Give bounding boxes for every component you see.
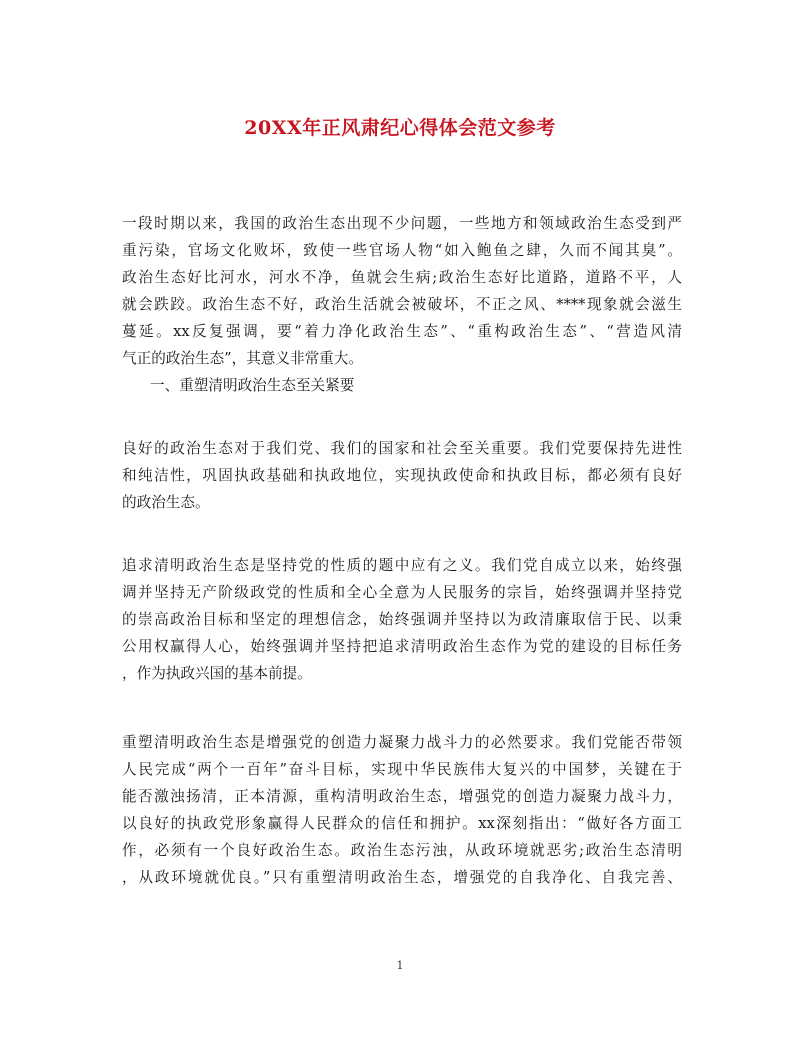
paragraph-line: 良好的政治生态对于我们党、我们的国家和社会至关重要。我们党要保持先进性 — [122, 440, 682, 457]
paragraph-line: 就会跌跤。政治生态不好，政治生活就会被破坏，不正之风、****现象就会滋生 — [122, 296, 682, 313]
paragraph-line: 政治生态好比河水，河水不净，鱼就会生病;政治生态好比道路，道路不平，人 — [122, 269, 682, 286]
paragraph-line: 一段时期以来，我国的政治生态出现不少问题，一些地方和领域政治生态受到严 — [122, 215, 682, 232]
paragraph-line: ，作为执政兴国的基本前提。 — [122, 665, 312, 682]
paragraph-line: 人民完成“两个一百年”奋斗目标，实现中华民族伟大复兴的中国梦，关键在于 — [122, 761, 682, 778]
paragraph-line: 能否激浊扬清，正本清源，重构清明政治生态，增强党的创造力凝聚力战斗力， — [122, 788, 682, 805]
paragraph-line: 重塑清明政治生态是增强党的创造力凝聚力战斗力的必然要求。我们党能否带领 — [122, 734, 682, 751]
paragraph-line: 调并坚持无产阶级政党的性质和全心全意为人民服务的宗旨，始终强调并坚持党 — [122, 584, 682, 601]
paragraph-line: 作，必须有一个良好政治生态。政治生态污浊，从政环境就恶劣;政治生态清明 — [122, 842, 682, 859]
paragraph-line: 气正的政治生态”，其意义非常重大。 — [122, 350, 363, 367]
paragraph-line: 以良好的执政党形象赢得人民群众的信任和拥护。xx深刻指出：“做好各方面工 — [122, 815, 682, 832]
document-title: 20XX年正风肃纪心得体会范文参考 — [244, 117, 556, 139]
paragraph-line: 公用权赢得人心，始终强调并坚持把追求清明政治生态作为党的建设的目标任务 — [122, 638, 682, 655]
paragraph-line: ，从政环境就优良。”只有重塑清明政治生态，增强党的自我净化、自我完善、 — [122, 869, 682, 886]
paragraph-line: 重污染，官场文化败坏，致使一些官场人物“如入鲍鱼之肆，久而不闻其臭”。 — [122, 242, 682, 259]
paragraph-line: 和纯洁性，巩固执政基础和执政地位，实现执政使命和执政目标，都必须有良好 — [122, 467, 682, 484]
page-number: 1 — [396, 959, 404, 972]
paragraph-line: 的崇高政治目标和坚定的理想信念，始终强调并坚持以为政清廉取信于民、以秉 — [122, 611, 682, 628]
section-heading-text: 一、重塑清明政治生态至关紧要 — [150, 377, 355, 394]
paragraph-line: 追求清明政治生态是坚持党的性质的题中应有之义。我们党自成立以来，始终强 — [122, 557, 682, 574]
paragraph-line: 的政治生态。 — [122, 494, 210, 511]
paragraph-line: 蔓延。xx反复强调，要“着力净化政治生态”、“重构政治生态”、“营造风清 — [122, 323, 682, 340]
